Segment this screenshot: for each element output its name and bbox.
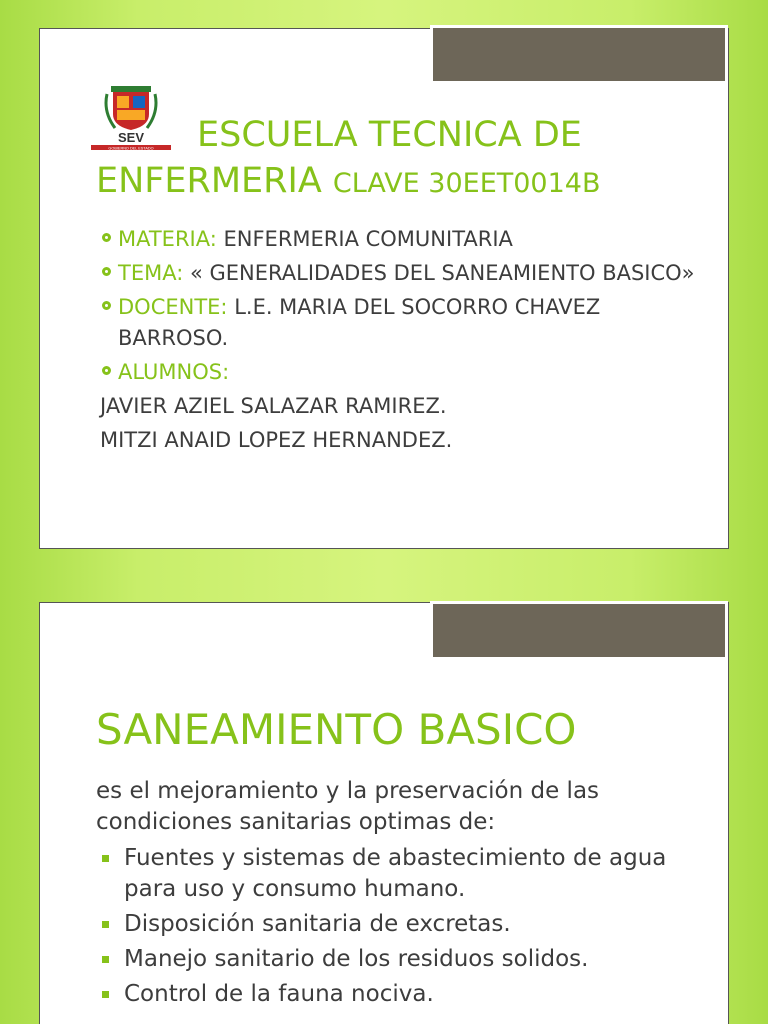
list-item-materia: MATERIA: ENFERMERIA COMUNITARIA <box>100 224 700 255</box>
info-list <box>100 224 700 459</box>
square-bullet-icon <box>102 921 109 928</box>
square-bullet-icon <box>102 956 109 963</box>
ring-bullet-icon <box>102 267 111 276</box>
student-name-2: MITZI ANAID LOPEZ HERNANDEZ. <box>100 428 453 452</box>
list-item-tema: TEMA: « GENERALIDADES DEL SANEAMIENTO BASICO» <box>100 258 700 289</box>
list-item-docente: DOCENTE: L.E. MARIA DEL SOCORRO CHAVEZ BARROSO. <box>100 292 700 354</box>
title-line-2: ENFERMERIA <box>96 161 322 201</box>
list-item: Manejo sanitario de los residuos solidos. <box>100 944 700 975</box>
school-title <box>96 112 696 207</box>
svg-text:GOBIERNO DEL ESTADO: GOBIERNO DEL ESTADO <box>108 146 154 151</box>
list-item: Disposición sanitaria de excretas. <box>100 909 700 940</box>
student-name-1: JAVIER AZIEL SALAZAR RAMIREZ. <box>100 394 447 418</box>
slide-2-title: SANEAMIENTO BASICO <box>96 705 577 754</box>
ring-bullet-icon <box>102 301 111 310</box>
ring-bullet-icon <box>102 233 111 242</box>
clave-code: CLAVE 30EET0014B <box>332 168 601 199</box>
slide-2-header-tab <box>430 601 728 660</box>
conditions-list <box>100 843 700 1014</box>
square-bullet-icon <box>102 991 109 998</box>
square-bullet-icon <box>102 855 109 862</box>
ring-bullet-icon <box>102 366 111 375</box>
slide-1-header-tab <box>430 25 728 84</box>
svg-text:SEV: SEV <box>117 130 145 145</box>
definition-text: es el mejoramiento y la preservación de las condiciones sanitarias optimas de: <box>96 778 600 835</box>
title-line-1: ESCUELA TECNICA DE <box>197 115 582 155</box>
list-item: Fuentes y sistemas de abastecimiento de agua para uso y consumo humano. <box>100 843 700 905</box>
list-item-alumnos: ALUMNOS: <box>100 357 700 388</box>
list-item: Control de la fauna nociva. <box>100 979 700 1010</box>
